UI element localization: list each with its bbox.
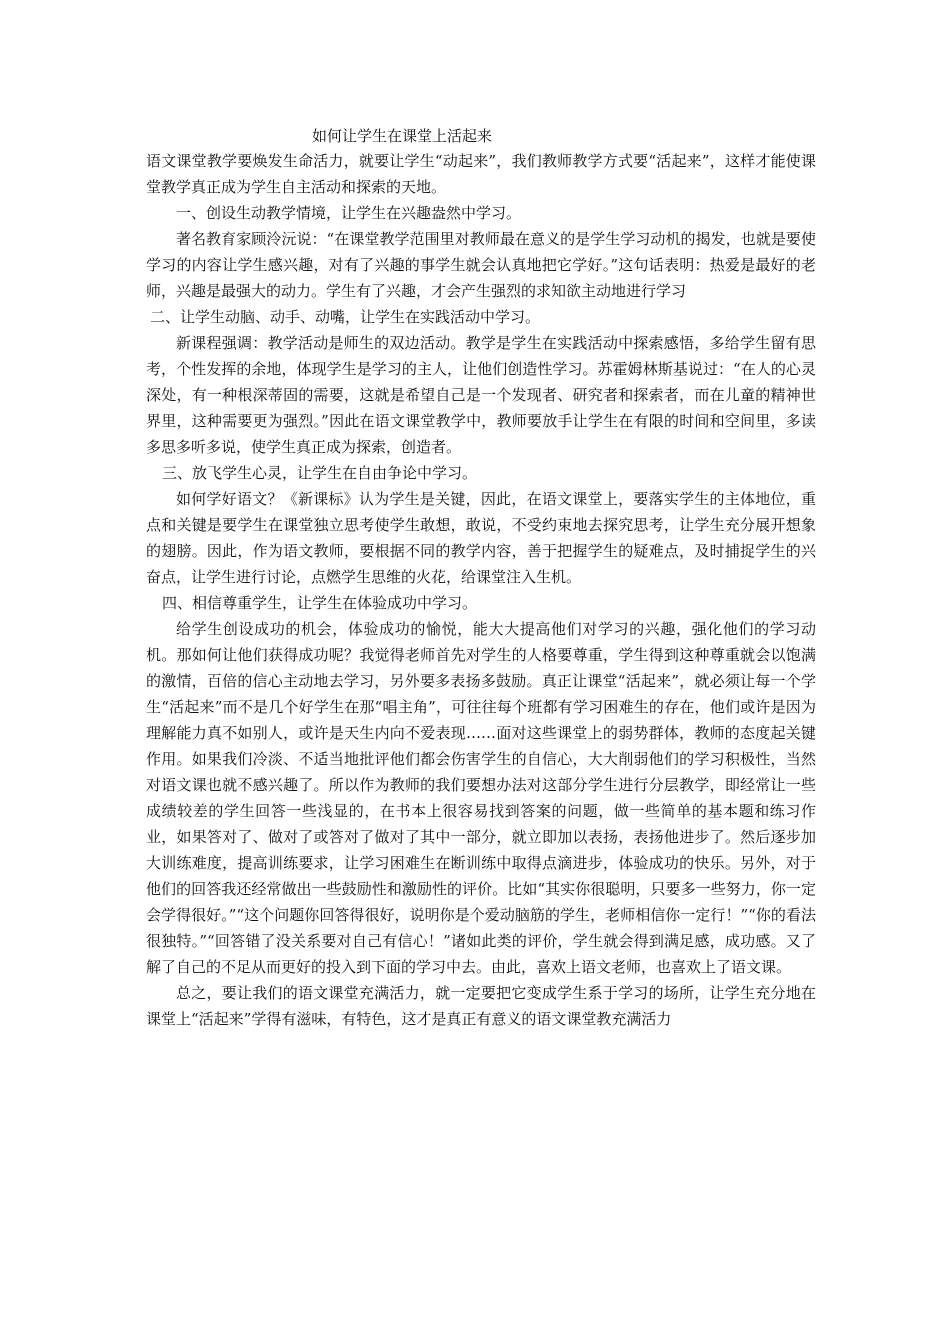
document-page (146, 124, 816, 1032)
section-body-1: 著名教育家顾泠沅说：“在课堂教学范围里对教师最在意义的是学生学习动机的揭发，也就是要使学习的内容让学生感兴趣，对有了兴趣的事学生就会认真地把它学好。”这句话表明：热爱是最好的老师，兴趣是最强大的动力。学生有了兴趣，才会产生强烈的求知欲主动地进行学习 (146, 230, 816, 300)
section-body-3: 如何学好语文？《新课标》认为学生是关键，因此，在语文课堂上，要落实学生的主体地位，重点和关键是要学生在课堂独立思考使学生敢想，敢说，不受约束地去探究思考，让学生充分展开想象的翅膀。因此，作为语文教师，要根据不同的教学内容，善于把握学生的疑难点，及时捕捉学生的兴奋点，让学生进行讨论，点燃学生思维的火花，给课堂注入生机。 (146, 490, 816, 586)
section-heading-4: 四、相信尊重学生，让学生在体验成功中学习。 (162, 594, 478, 612)
section-heading-3: 三、放飞学生心灵，让学生在自由争论中学习。 (162, 464, 478, 482)
document-title: 如何让学生在课堂上活起来 (312, 127, 493, 145)
section-heading-2: 二、让学生动脑、动手、动嘴，让学生在实践活动中学习。 (150, 308, 541, 326)
intro-paragraph: 语文课堂教学要焕发生命活力，就要让学生“动起来”，我们教师教学方式要“活起来”，这样才能使课堂教学真正成为学生自主活动和探索的天地。 (146, 152, 816, 196)
conclusion-paragraph: 总之，要让我们的语文课堂充满活力，就一定要把它变成学生系于学习的场所，让学生充分地在课堂上“活起来”学得有滋味，有特色，这才是真正有意义的语文课堂教充满活力 (146, 984, 816, 1028)
section-body-2: 新课程强调：教学活动是师生的双边活动。教学是学生在实践活动中探索感悟，多给学生留有思考，个性发挥的余地，体现学生是学习的主人，让他们创造性学习。苏霍姆林斯基说过：“在人的心灵深处，有一种根深蒂固的需要，这就是希望自己是一个发现者、研究者和探索者，而在儿童的精神世界里，这种需要更为强烈。”因此在语文课堂教学中，教师要放手让学生在有限的时间和空间里，多读多思多听多说，使学生真正成为探索，创造者。 (146, 334, 816, 456)
section-body-4: 给学生创设成功的机会，体验成功的愉悦，能大大提高他们对学习的兴趣，强化他们的学习动机。那如何让他们获得成功呢？我觉得老师首先对学生的人格要尊重，学生得到这种尊重就会以饱满的激情，百倍的信心主动地去学习，另外要多表扬多鼓励。真正让课堂“活起来”，就必须让每一个学生“活起来”而不是几个好学生在那“唱主角”，可往往每个班都有学习困难生的存在，他们或许是因为理解能力真不如别人，或许是天生内向不爱表现……面对这些课堂上的弱势群体，教师的态度起关键作用。如果我们冷淡、不适当地批评他们都会伤害学生的自信心，大大削弱他们的学习积极性，当然对语文课也就不感兴趣了。所以作为教师的我们要想办法对这部分学生进行分层教学，即经常让一些成绩较差的学生回答一些浅显的，在书本上很容易找到答案的问题，做一些简单的基本题和练习作业，如果答对了、做对了或答对了做对了其中一部分，就立即加以表扬，表扬他进步了。然后逐步加大训练难度，提高训练要求，让学习困难生在断训练中取得点滴进步，体验成功的快乐。另外，对于他们的回答我还经常做出一些鼓励性和激励性的评价。比如“其实你很聪明，只要多一些努力，你一定会学得很好。”“这个问题你回答得很好，说明你是个爱动脑筋的学生，老师相信你一定行！”“你的看法很独特。”“回答错了没关系要对自己有信心！”诸如此类的评价，学生就会得到满足感，成功感。又了解了自己的不足从而更好的投入到下面的学习中去。由此，喜欢上语文老师，也喜欢上了语文课。 (146, 620, 816, 976)
section-heading-1: 一、创设生动教学情境，让学生在兴趣盎然中学习。 (176, 204, 522, 222)
